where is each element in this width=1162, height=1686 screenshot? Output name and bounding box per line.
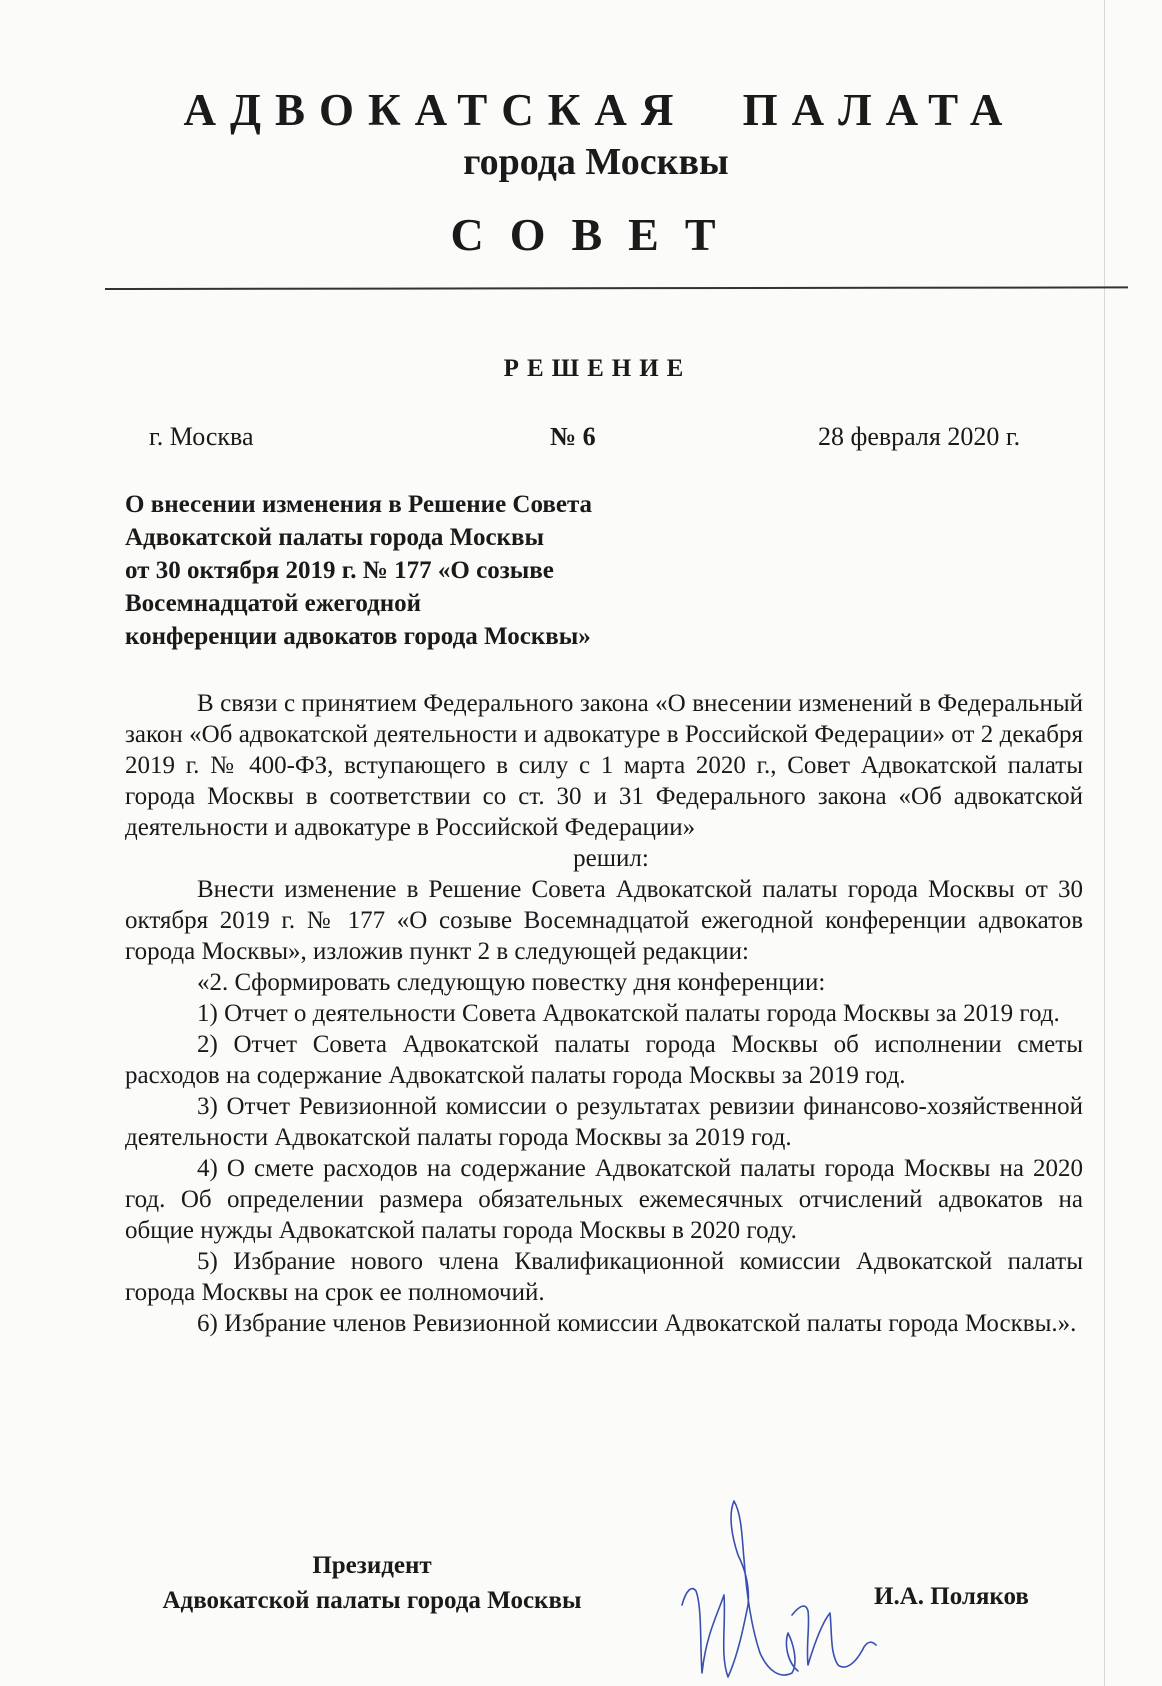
subject-line: Восемнадцатой ежегодной	[125, 590, 422, 617]
agenda-item: 4) О смете расходов на содержание Адвокатской палаты города Москвы на 2020 год. Об определении размера обязательных ежемесячных отчислений адвокатов на общие нужды Адвокатской палаты города Москвы в 2020 году.	[125, 1155, 1083, 1244]
agenda-item: 6) Избрание членов Ревизионной комиссии Адвокатской палаты города Москвы.».	[197, 1310, 1077, 1337]
council-title: СОВЕТ	[450, 209, 742, 260]
signer-position	[132, 1548, 612, 1618]
agenda-item: 2) Отчет Совета Адвокатской палаты города Москвы об исполнении сметы расходов на содержание Адвокатской палаты города Москвы за 2019 год.	[125, 1031, 1083, 1089]
decision-number: № 6	[550, 422, 596, 451]
agenda-item: 3) Отчет Ревизионной комиссии о результатах ревизии финансово-хозяйственной деятельности Адвокатской палаты города Москвы за 2019 год.	[125, 1093, 1083, 1151]
decision-subject	[125, 488, 765, 653]
change-paragraph: Внести изменение в Решение Совета Адвокатской палаты города Москвы от 30 октября 2019 г. № 177 «О созыве Восемнадцатой ежегодной конференции адвокатов города Москвы», изложив пункт 2 в следующей редакции:	[125, 876, 1083, 965]
subject-line: конференции адвокатов города Москвы»	[125, 623, 591, 650]
decision-city: г. Москва	[149, 422, 254, 451]
decided-label: решил:	[573, 845, 649, 872]
agenda-intro: «2. Сформировать следующую повестку дня конференции:	[197, 969, 826, 996]
signer-name: И.А. Поляков	[874, 1583, 1029, 1610]
subject-line: Адвокатской палаты города Москвы	[125, 524, 544, 551]
header-divider	[105, 286, 1128, 290]
intro-paragraph: В связи с принятием Федерального закона «О внесении изменений в Федеральный закон «Об адвокатской деятельности и адвокатуре в Российской Федерации» от 2 декабря 2019 г. № 400-ФЗ, вступающего в силу с 1 марта 2020 г., Совет Адвокатской палаты города Москвы в соответствии со ст. 30 и 31 Федерального закона «Об адвокатской деятельности и адвокатуре в Российской Федерации»	[125, 690, 1083, 841]
agenda-item: 5) Избрание нового члена Квалификационной комиссии Адвокатской палаты города Москвы на срок ее полномочий.	[125, 1248, 1083, 1306]
decision-body	[125, 688, 1083, 1339]
signature-stroke	[682, 1501, 798, 1677]
subject-line: О внесении изменения в Решение Совета	[125, 491, 593, 518]
signer-position-line: Президент	[312, 1552, 432, 1579]
signature-stroke	[792, 1606, 876, 1667]
decision-title: РЕШЕНИЕ	[503, 355, 692, 382]
agenda-item: 1) Отчет о деятельности Совета Адвокатской палаты города Москвы за 2019 год.	[197, 1000, 1060, 1027]
organization-city: города Москвы	[463, 141, 729, 183]
decision-date: 28 февраля 2020 г.	[818, 422, 1021, 451]
signer-position-line: Адвокатской палаты города Москвы	[162, 1587, 582, 1614]
handwritten-signature	[680, 1495, 880, 1685]
subject-line: от 30 октября 2019 г. № 177 «О созыве	[125, 557, 554, 584]
organization-title: АДВОКАТСКАЯ ПАЛАТА	[183, 85, 1017, 135]
